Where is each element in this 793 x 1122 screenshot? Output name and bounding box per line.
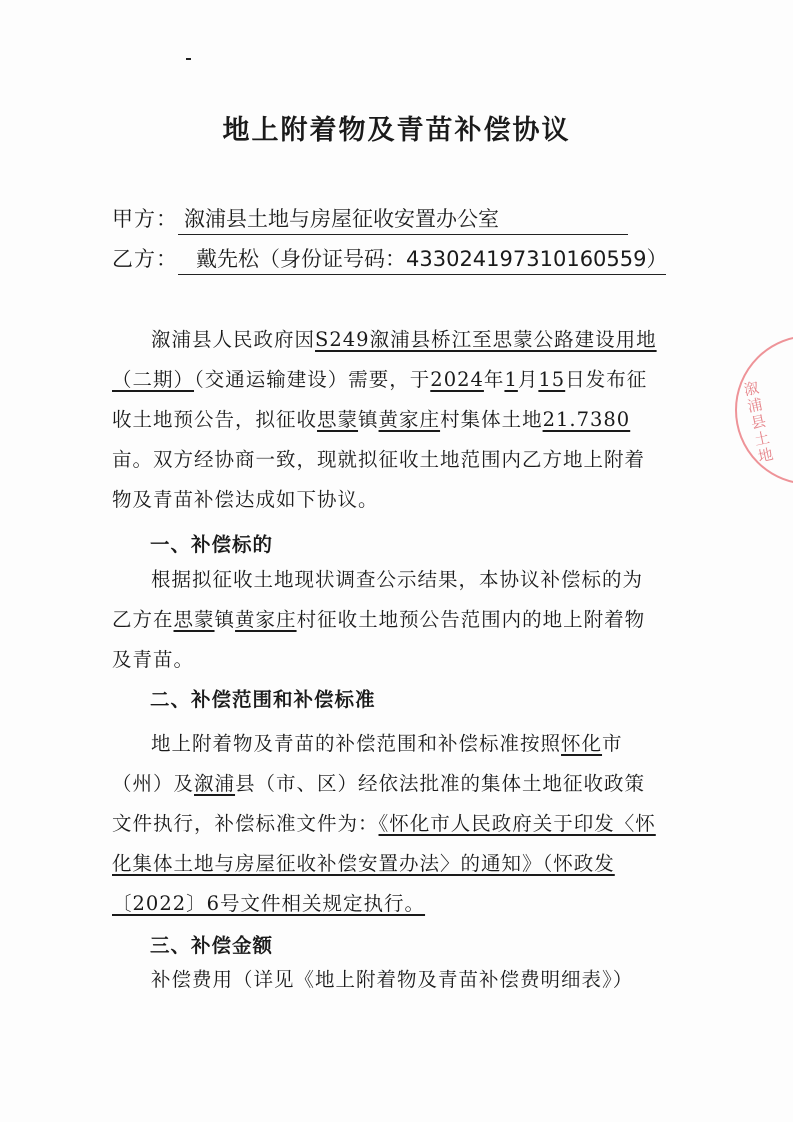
- section3-paragraph: [112, 960, 660, 1000]
- party-b-value: 戴先松（身份证号码：433024197310160559）: [178, 243, 666, 275]
- party-a-line: [112, 203, 628, 235]
- section2-text: 县（市、区）经依法批准的集体土地征收政策文件执行，补偿标准文件为：: [112, 772, 646, 835]
- notice-day: 15: [538, 368, 566, 391]
- section1-text: 镇: [214, 608, 236, 631]
- section1-town: 思蒙: [173, 608, 215, 631]
- section2-heading: 二、补偿范围和补偿标准: [150, 688, 376, 711]
- section2-text: 市（州）及: [112, 732, 623, 795]
- intro-text: 月: [517, 368, 539, 391]
- intro-text: 亩。双方经协商一致，现就拟征收土地范围内乙方地上附着物及青苗补偿达成如下协议。: [112, 448, 646, 511]
- section1-paragraph: [112, 560, 660, 680]
- intro-text: 镇: [358, 408, 379, 431]
- seal-text: 溆浦县土地: [740, 379, 776, 467]
- section2-text: 地上附着物及青苗的补偿范围和补偿标准按照: [151, 732, 562, 755]
- town-name: 思蒙: [317, 408, 359, 431]
- section1-text: 村征收土地预公告范围内的地上附着物及青苗。: [112, 608, 646, 671]
- party-b-label: 乙方：: [112, 247, 178, 271]
- party-a-value: 溆浦县土地与房屋征收安置办公室: [178, 203, 628, 235]
- intro-text: （交通运输建设）需要，于: [194, 368, 431, 391]
- section1-heading: 一、补偿标的: [150, 533, 274, 556]
- party-b-line: [112, 243, 666, 275]
- intro-text: 日发布征收土地预公告，拟征收: [112, 368, 648, 431]
- intro-text: 年: [483, 368, 505, 391]
- scan-mark: [186, 58, 191, 60]
- project-name: S249溆浦县桥江至思蒙公路建设用地（二期）: [112, 328, 657, 391]
- section2-county: 溆浦: [194, 772, 236, 795]
- intro-paragraph: [112, 320, 660, 520]
- notice-month: 1: [504, 368, 518, 391]
- intro-text: 村集体土地: [440, 408, 543, 431]
- section3-heading: 三、补偿金额: [150, 934, 274, 957]
- document-title: 地上附着物及青苗补偿协议: [222, 115, 571, 146]
- section1-text: 根据拟征收土地现状调查公示结果，本协议补偿标的为乙方在: [112, 568, 644, 631]
- intro-text: 溆浦县人民政府因: [151, 328, 316, 351]
- standard-document: 《怀化市人民政府关于印发〈怀化集体土地与房屋征收补偿安置办法〉的通知》（怀政发〔2022〕6号文件相关规定执行。: [112, 812, 656, 915]
- section2-city: 怀化: [561, 732, 603, 755]
- land-area: 21.7380: [542, 408, 631, 431]
- notice-year: 2024: [430, 368, 484, 391]
- section2-paragraph: [112, 724, 660, 924]
- section1-village: 黄家庄: [235, 608, 297, 631]
- section3-text: 补偿费用（详见《地上附着物及青苗补偿费明细表》）: [151, 968, 634, 991]
- village-name: 黄家庄: [378, 408, 441, 431]
- party-a-label: 甲方：: [112, 207, 178, 231]
